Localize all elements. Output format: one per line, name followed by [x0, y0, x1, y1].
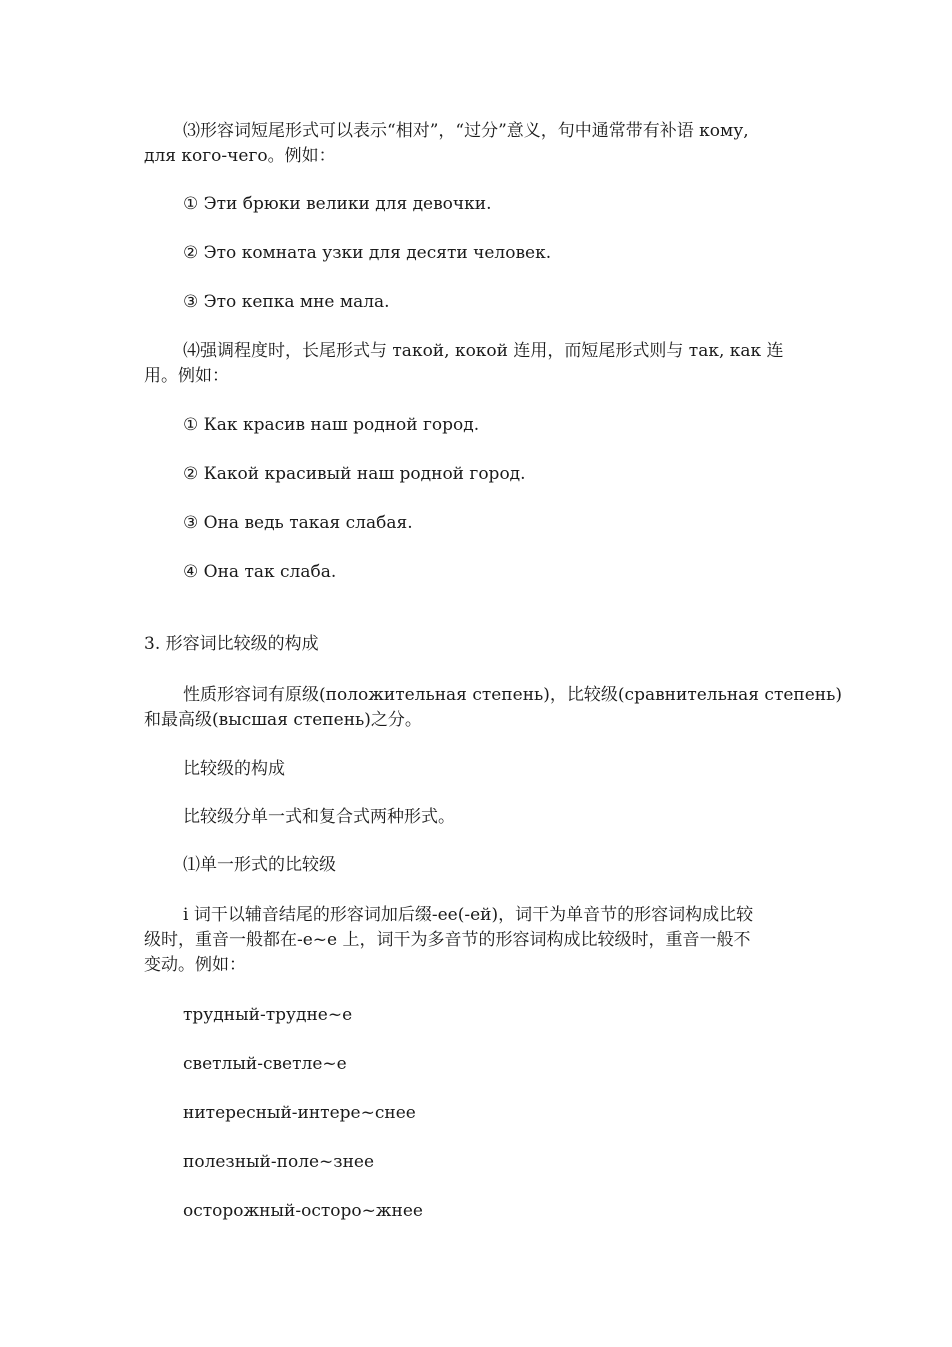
example-word-pair: осторожный-осторо~жнее	[183, 1201, 423, 1221]
section-heading: 3. 形容词比较级的构成	[144, 634, 319, 654]
example-sentence: ① Эти брюки велики для девочки.	[183, 194, 492, 214]
paragraph-degrees-intro: 性质形容词有原级(положительная степень)，比较级(сравнительная степень)	[183, 685, 843, 705]
paragraph-suffix-rule-cont: 级时，重音一般都在-е~е 上，词干为多音节的形容词构成比较级时，重音一般不	[144, 930, 751, 950]
example-word-pair: трудный-трудне~е	[183, 1005, 353, 1025]
paragraph-degree-emphasis: ⑷强调程度时，长尾形式与 такой, кокой 连用，而短尾形式则与 так, как 连	[183, 341, 784, 361]
example-word-pair: светлый-светле~е	[183, 1054, 347, 1074]
paragraph-degree-emphasis-cont: 用。例如：	[144, 366, 229, 386]
example-sentence: ② Это комната узки для десяти человек.	[183, 243, 552, 263]
paragraph-suffix-rule: i 词干以辅音结尾的形容词加后缀-ее(-ей)，词干为单音节的形容词构成比较	[183, 905, 754, 925]
example-sentence: ② Какой красивый наш родной город.	[183, 464, 526, 484]
example-word-pair: полезный-поле~знее	[183, 1152, 375, 1172]
paragraph-suffix-rule-cont: 变动。例如：	[144, 955, 246, 975]
paragraph-short-form-relative: ⑶形容词短尾形式可以表示“相对”，“过分”意义，句中通常带有补语 кому,	[183, 121, 749, 141]
example-sentence: ① Как красив наш родной город.	[183, 415, 480, 435]
subheading-comparative-formation: 比较级的构成	[183, 759, 285, 779]
paragraph-degrees-intro-cont: 和最高级(высшая степень)之分。	[144, 710, 422, 730]
example-sentence: ③ Это кепка мне мала.	[183, 292, 390, 312]
paragraph-comparative-forms: 比较级分单一式和复合式两种形式。	[183, 807, 455, 827]
example-sentence: ③ Она ведь такая слабая.	[183, 513, 413, 533]
example-sentence: ④ Она так слаба.	[183, 562, 337, 582]
paragraph-short-form-relative-cont: для кого-чего。例如：	[144, 146, 336, 166]
subheading-simple-comparative: ⑴单一形式的比较级	[183, 855, 336, 875]
example-word-pair: нитересный-интере~снее	[183, 1103, 416, 1123]
